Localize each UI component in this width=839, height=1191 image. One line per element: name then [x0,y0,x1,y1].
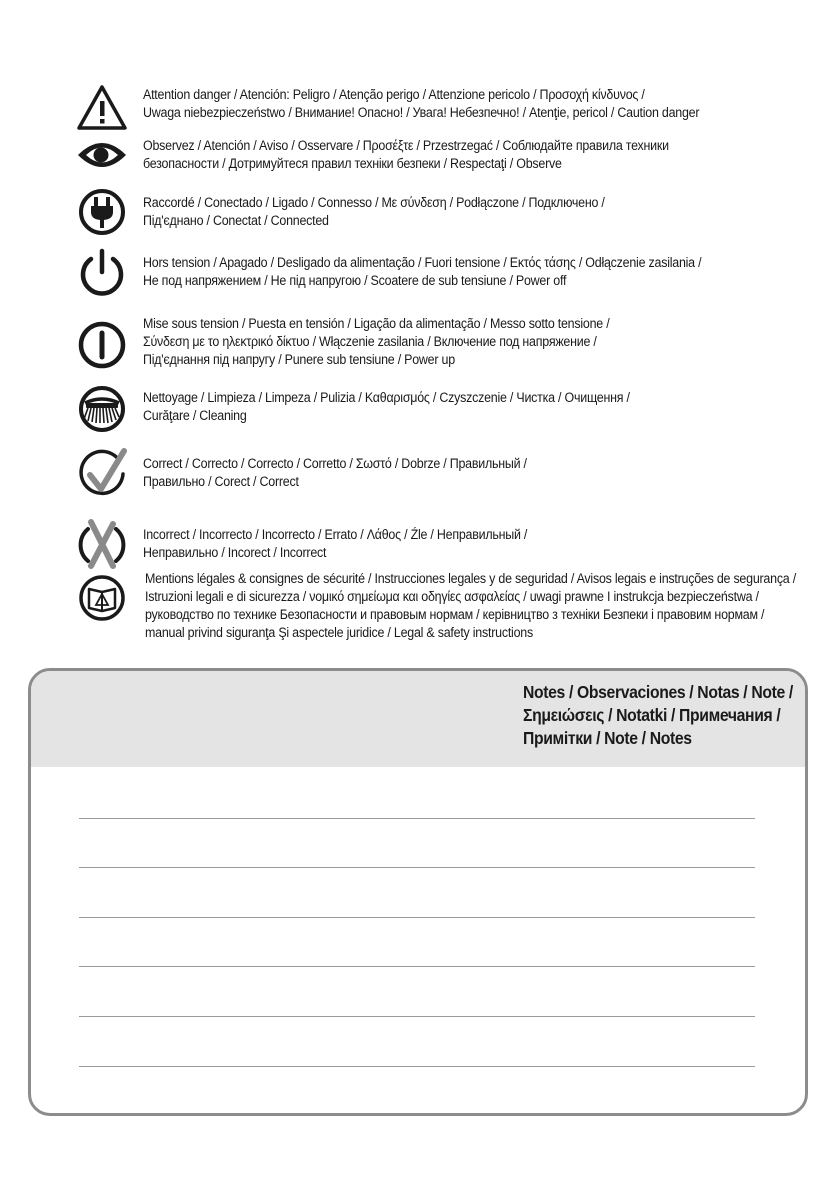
legend-line: Неправильно / Incorect / Incorrect [143,545,327,560]
legend-line: Mentions légales & consignes de sécurité / Instrucciones legales y de seguridad / Avisos legais e instruções de segurança / [145,571,796,586]
notes-title-line: Примітки / Note / Notes [523,728,692,748]
notes-title-line: Σημειώσεις / Notatki / Примечания / [523,705,781,725]
cross-incorrect-icon [76,518,128,570]
legend-line: Uwaga niebezpieczeństwo / Внимание! Опасно! / Увага! Небезпечно! / Atenţie, pericol / Caution danger [143,105,700,120]
legend-line: Під'єднано / Conectat / Connected [143,213,329,228]
legend-text-attention [143,86,785,122]
eye-icon [76,129,128,181]
legend-text-correct [143,455,785,491]
legend-line: Під'єднання під напругу / Punere sub tensiune / Power up [143,352,455,367]
legend-text-cleaning [143,389,785,425]
legend-line: Σύνδεση με το ηλεκτρικό δίκτυο / Włączenie zasilania / Включение под напряжение / [143,334,597,349]
manual-book-icon [76,572,128,624]
legend-line: Istruzioni legali e di sicurezza / νομικό σημείωμα και οδηγίες ασφαλείας / uwagi prawne I instrukcja bezpieczeństwa / [145,589,759,604]
legend-text-observe [143,137,785,173]
legend-line: Observez / Atención / Aviso / Osservare / Προσέξτε / Przestrzegać / Соблюдайте правила техники [143,138,669,153]
legend-line: Curăţare / Cleaning [143,408,247,423]
legend-line: Correct / Correcto / Correcto / Corretto / Σωστό / Dobrze / Правильный / [143,456,527,471]
legend-line: Hors tension / Apagado / Desligado da alimentação / Fuori tensione / Εκτός τάσης / Odłączenie zasilania / [143,255,702,270]
legend-text-incorrect [143,526,785,562]
notes-title [523,681,793,750]
notes-header [31,671,805,767]
legend-text-power-up [143,315,785,369]
legend-line: Mise sous tension / Puesta en tensión / Ligação da alimentação / Messo sotto tensione / [143,316,610,331]
legend-line: Правильно / Corect / Correct [143,474,299,489]
legend-line: руководство по технике Безопасности и правовым нормам / керівництво з техніки Безпеки і правовим нормам / [145,607,765,622]
notes-panel [28,668,808,1116]
legend-line: Raccordé / Conectado / Ligado / Connesso / Με σύνδεση / Podłączone / Подключено / [143,195,605,210]
legend-line: Attention danger / Atención: Peligro / Atenção perigo / Attenzione pericolo / Προσοχή κίνδυνος / [143,87,645,102]
note-rule-line [79,917,755,918]
cleaning-brush-icon [76,383,128,435]
legend-line: Nettoyage / Limpieza / Limpeza / Pulizia / Καθαρισμός / Czyszczenie / Чистка / Очищення / [143,390,630,405]
legend-line: manual privind siguranţa Şi aspectele juridice / Legal & safety instructions [145,625,533,640]
note-rule-line [79,1016,755,1017]
warning-triangle-icon [76,82,128,134]
legend-text-power-off [143,254,785,290]
legend-line: безопасности / Дотримуйтеся правил техніки безпеки / Respectaţi / Observe [143,156,562,171]
note-rule-line [79,1066,755,1067]
legend-text-manual [145,570,796,642]
notes-title-line: Notes / Observaciones / Notas / Note / [523,682,793,702]
legend-line: Incorrect / Incorrecto / Incorrecto / Errato / Λάθος / Źle / Неправильный / [143,527,528,542]
note-rule-line [79,966,755,967]
plug-connected-icon [76,186,128,238]
power-off-icon [76,246,128,298]
legend-text-connected [143,194,785,230]
power-up-icon [76,319,128,371]
checkmark-icon [76,448,128,500]
note-rule-line [79,867,755,868]
note-rule-line [79,818,755,819]
legend-line: Не под напряжением / Не під напругою / Scoatere de sub tensiune / Power off [143,273,567,288]
